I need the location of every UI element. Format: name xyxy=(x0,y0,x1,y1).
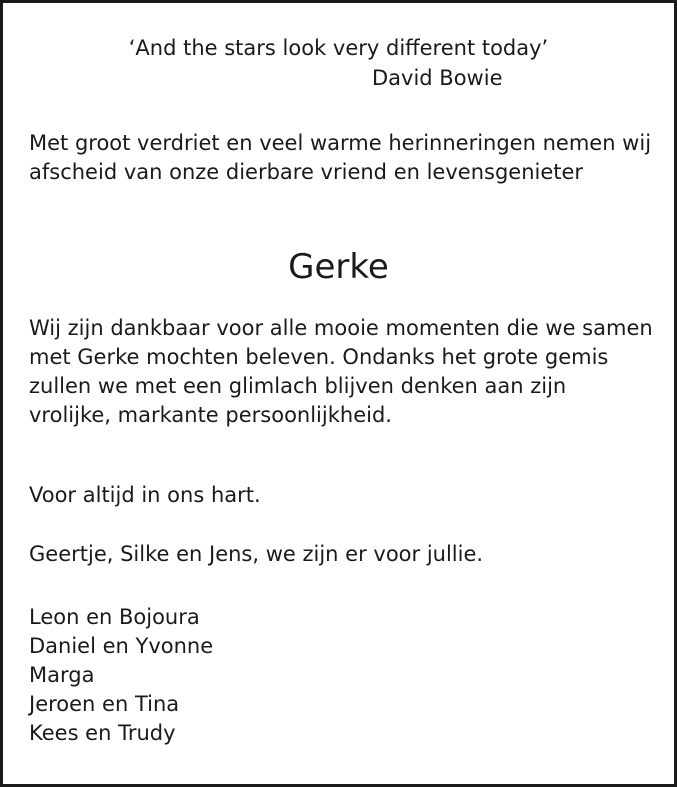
quote-author: David Bowie xyxy=(372,66,503,90)
signer-item: Marga xyxy=(29,663,95,687)
signer-item: Jeroen en Tina xyxy=(29,692,180,716)
signers-list xyxy=(29,603,654,748)
deceased-name: Gerke xyxy=(288,247,389,287)
signer-item: Kees en Trudy xyxy=(29,721,176,745)
signer-item: Leon en Bojoura xyxy=(29,605,200,629)
intro-text: Met groot verdriet en veel warme herinneringen nemen wij afscheid van onze dierbare vriend en levensgenieter xyxy=(29,131,652,184)
family-message: Geertje, Silke en Jens, we zijn er voor jullie. xyxy=(29,542,484,566)
closing-line: Voor altijd in ons hart. xyxy=(29,483,261,507)
tribute-paragraph: Wij zijn dankbaar voor alle mooie momenten die we samen met Gerke mochten beleven. Ondanks het grote gemis zullen we met een glimlach blijven denken aan zijn vrolijke, markante persoonlijkheid. xyxy=(29,316,653,427)
signer-item: Daniel en Yvonne xyxy=(29,634,214,658)
quote-text: ‘And the stars look very different today’ xyxy=(128,36,549,60)
